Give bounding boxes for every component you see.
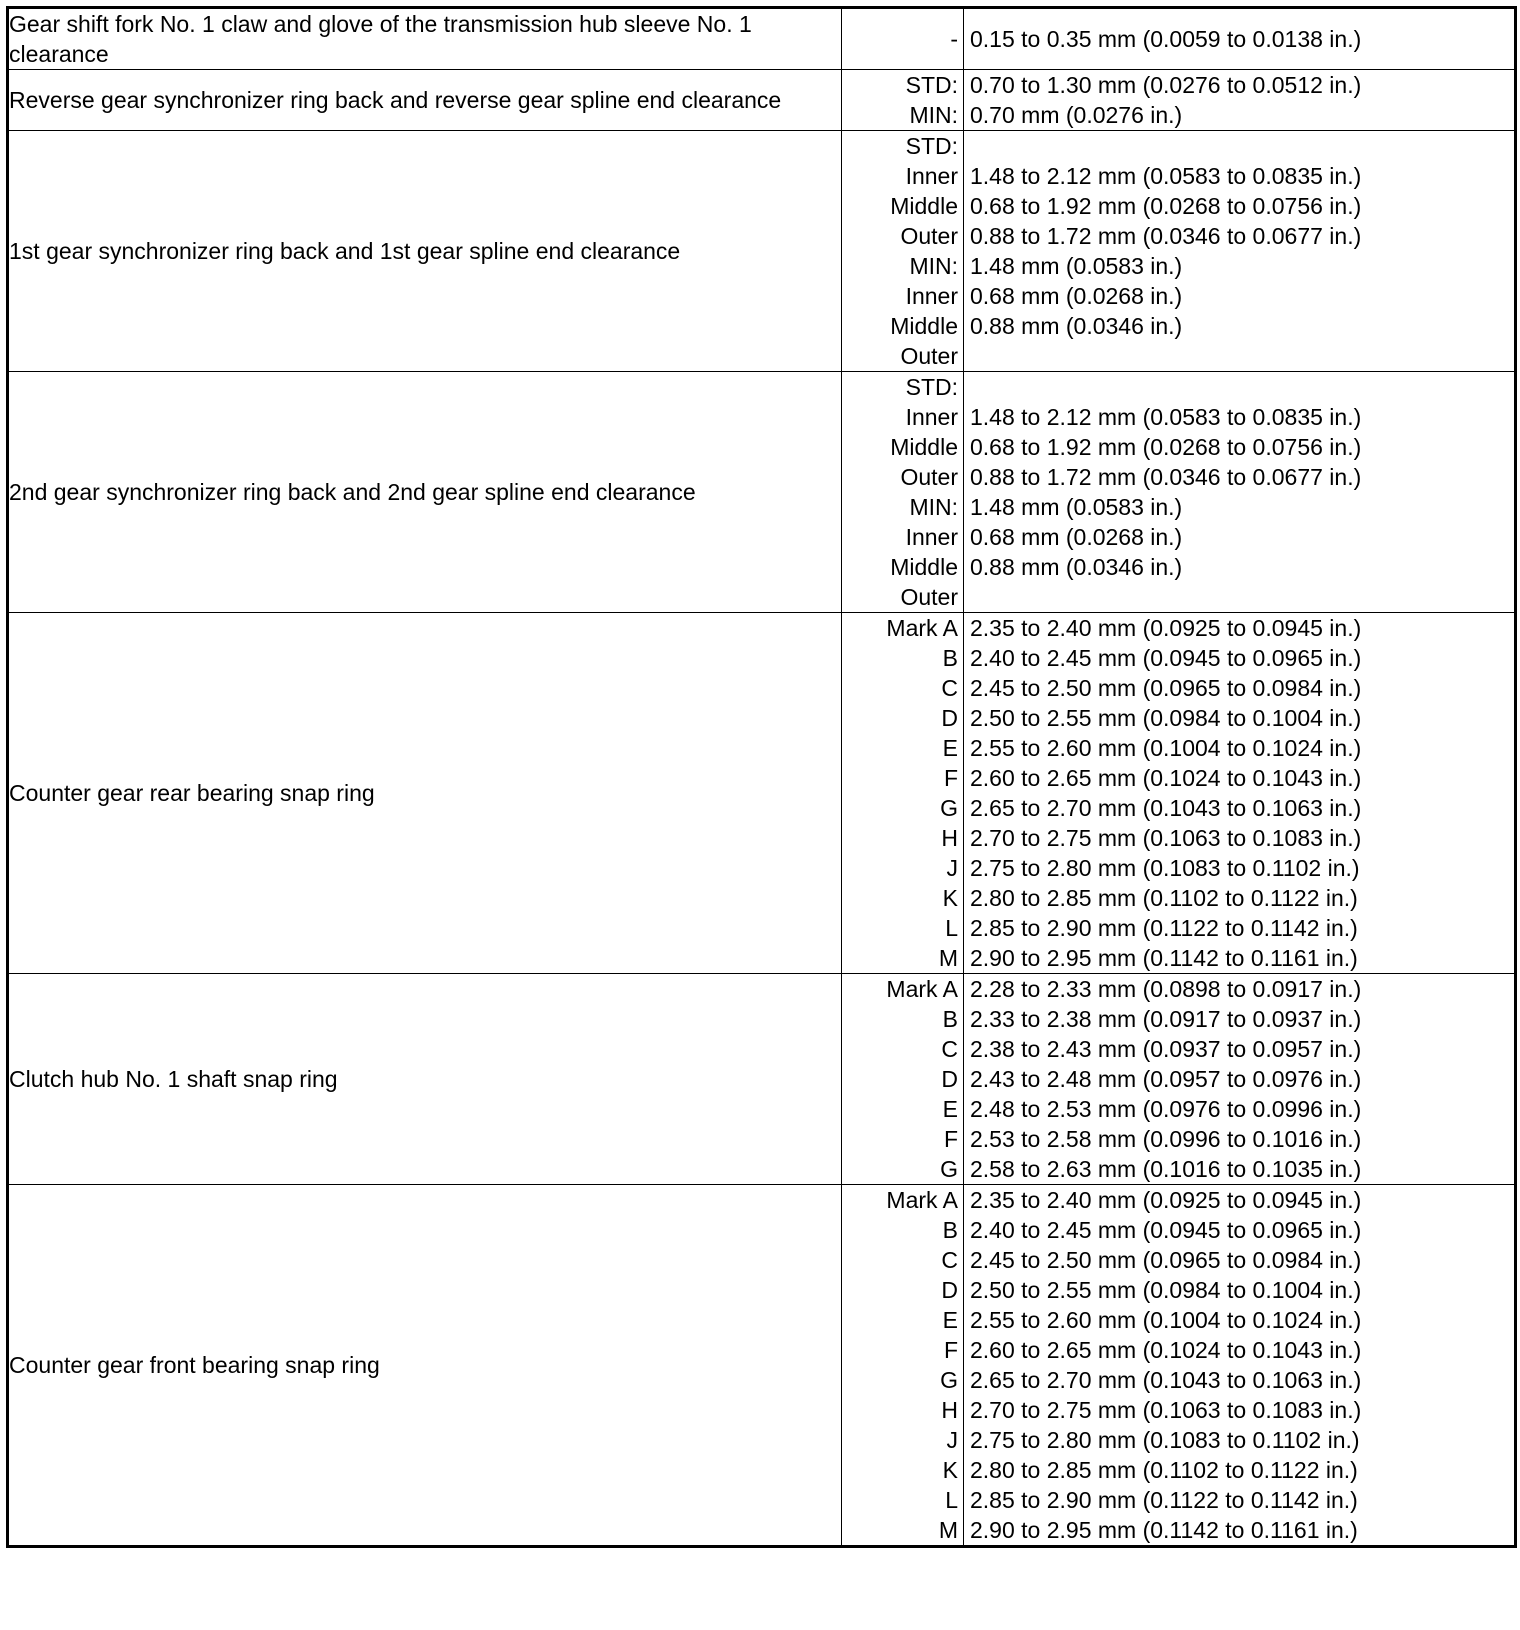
- spec-value: 2.85 to 2.90 mm (0.1122 to 0.1142 in.): [970, 915, 1358, 941]
- spec-value: 2.75 to 2.80 mm (0.1083 to 0.1102 in.): [970, 855, 1360, 881]
- spec-label: Inner: [905, 283, 958, 309]
- spec-value: [964, 341, 1514, 371]
- spec-value: 2.40 to 2.45 mm (0.0945 to 0.0965 in.): [970, 1217, 1362, 1243]
- spec-value: 2.35 to 2.40 mm (0.0925 to 0.0945 in.): [970, 615, 1362, 641]
- spec-value: 0.68 to 1.92 mm (0.0268 to 0.0756 in.): [970, 193, 1362, 219]
- component-description: Counter gear rear bearing snap ring: [8, 613, 842, 974]
- spec-value: 2.90 to 2.95 mm (0.1142 to 0.1161 in.): [970, 945, 1358, 971]
- spec-value: 1.48 mm (0.0583 in.): [970, 494, 1183, 520]
- table-row: [8, 613, 1516, 974]
- component-description: Reverse gear synchronizer ring back and reverse gear spline end clearance: [8, 70, 842, 131]
- spec-value: 0.68 to 1.92 mm (0.0268 to 0.0756 in.): [970, 434, 1362, 460]
- spec-label: Middle: [890, 193, 958, 219]
- spec-label: K: [942, 1457, 958, 1483]
- table-row: [8, 70, 1516, 131]
- spec-labels-cell: [842, 8, 964, 70]
- spec-values-cell: [964, 613, 1516, 974]
- spec-value: 2.60 to 2.65 mm (0.1024 to 0.1043 in.): [970, 1337, 1362, 1363]
- spec-value: [964, 372, 1514, 402]
- spec-label: Inner: [905, 163, 958, 189]
- spec-value: 1.48 to 2.12 mm (0.0583 to 0.0835 in.): [970, 404, 1362, 430]
- spec-label: E: [942, 735, 958, 761]
- spec-value: 2.45 to 2.50 mm (0.0965 to 0.0984 in.): [970, 675, 1362, 701]
- spec-label: -: [950, 26, 958, 52]
- spec-values-cell: [964, 8, 1516, 70]
- table-row: [8, 974, 1516, 1185]
- spec-label: H: [941, 1397, 958, 1423]
- spec-values-cell: [964, 1185, 1516, 1547]
- spec-label: Inner: [905, 404, 958, 430]
- spec-label: F: [943, 1126, 958, 1152]
- spec-label: Mark A: [886, 976, 958, 1002]
- spec-value: [964, 582, 1514, 612]
- spec-label: B: [942, 1006, 958, 1032]
- spec-value: 2.75 to 2.80 mm (0.1083 to 0.1102 in.): [970, 1427, 1360, 1453]
- spec-label: Mark A: [886, 615, 958, 641]
- spec-label: Outer: [900, 584, 958, 610]
- component-description: Counter gear front bearing snap ring: [8, 1185, 842, 1547]
- spec-label: MIN:: [909, 253, 958, 279]
- spec-label: STD:: [905, 133, 958, 159]
- spec-label: Outer: [900, 343, 958, 369]
- spec-label: Middle: [890, 313, 958, 339]
- spec-label: J: [946, 855, 958, 881]
- spec-label: STD:: [905, 72, 958, 98]
- spec-label: C: [941, 675, 958, 701]
- table-row: [8, 8, 1516, 70]
- spec-value: 1.48 to 2.12 mm (0.0583 to 0.0835 in.): [970, 163, 1362, 189]
- spec-label: K: [942, 885, 958, 911]
- spec-label: D: [941, 1066, 958, 1092]
- spec-label: Middle: [890, 554, 958, 580]
- spec-value: 0.88 mm (0.0346 in.): [970, 554, 1183, 580]
- spec-label: C: [941, 1036, 958, 1062]
- spec-value: [964, 131, 1514, 161]
- spec-labels-cell: [842, 1185, 964, 1547]
- spec-value: 2.33 to 2.38 mm (0.0917 to 0.0937 in.): [970, 1006, 1362, 1032]
- spec-value: 2.50 to 2.55 mm (0.0984 to 0.1004 in.): [970, 1277, 1362, 1303]
- spec-label: D: [941, 1277, 958, 1303]
- spec-label: G: [940, 1367, 958, 1393]
- spec-label: Outer: [900, 223, 958, 249]
- specification-table-body: [8, 8, 1516, 1547]
- spec-label: D: [941, 705, 958, 731]
- spec-value: 0.70 mm (0.0276 in.): [970, 102, 1183, 128]
- spec-value: 0.88 to 1.72 mm (0.0346 to 0.0677 in.): [970, 464, 1362, 490]
- component-description: Clutch hub No. 1 shaft snap ring: [8, 974, 842, 1185]
- spec-value: 0.88 to 1.72 mm (0.0346 to 0.0677 in.): [970, 223, 1362, 249]
- spec-labels-cell: [842, 974, 964, 1185]
- table-row: [8, 1185, 1516, 1547]
- spec-label: F: [943, 765, 958, 791]
- spec-value: 2.65 to 2.70 mm (0.1043 to 0.1063 in.): [970, 1367, 1362, 1393]
- spec-value: 0.15 to 0.35 mm (0.0059 to 0.0138 in.): [970, 26, 1362, 52]
- spec-label: M: [938, 945, 958, 971]
- spec-value: 1.48 mm (0.0583 in.): [970, 253, 1183, 279]
- spec-label: Inner: [905, 524, 958, 550]
- spec-value: 2.48 to 2.53 mm (0.0976 to 0.0996 in.): [970, 1096, 1362, 1122]
- spec-values-cell: [964, 70, 1516, 131]
- spec-value: 2.70 to 2.75 mm (0.1063 to 0.1083 in.): [970, 825, 1362, 851]
- spec-value: 2.40 to 2.45 mm (0.0945 to 0.0965 in.): [970, 645, 1362, 671]
- spec-value: 2.50 to 2.55 mm (0.0984 to 0.1004 in.): [970, 705, 1362, 731]
- spec-label: L: [945, 1487, 958, 1513]
- spec-value: 2.80 to 2.85 mm (0.1102 to 0.1122 in.): [970, 1457, 1358, 1483]
- table-row: [8, 131, 1516, 372]
- spec-label: Mark A: [886, 1187, 958, 1213]
- spec-label: J: [946, 1427, 958, 1453]
- spec-label: E: [942, 1096, 958, 1122]
- spec-value: 2.28 to 2.33 mm (0.0898 to 0.0917 in.): [970, 976, 1362, 1002]
- spec-labels-cell: [842, 372, 964, 613]
- spec-value: 2.85 to 2.90 mm (0.1122 to 0.1142 in.): [970, 1487, 1358, 1513]
- specification-table: [6, 6, 1517, 1548]
- spec-values-cell: [964, 372, 1516, 613]
- spec-value: 2.53 to 2.58 mm (0.0996 to 0.1016 in.): [970, 1126, 1362, 1152]
- spec-label: Outer: [900, 464, 958, 490]
- spec-value: 2.55 to 2.60 mm (0.1004 to 0.1024 in.): [970, 1307, 1362, 1333]
- spec-label: E: [942, 1307, 958, 1333]
- spec-labels-cell: [842, 131, 964, 372]
- table-row: [8, 372, 1516, 613]
- spec-value: 2.90 to 2.95 mm (0.1142 to 0.1161 in.): [970, 1517, 1358, 1543]
- spec-labels-cell: [842, 70, 964, 131]
- spec-labels-cell: [842, 613, 964, 974]
- spec-label: B: [942, 1217, 958, 1243]
- component-description: Gear shift fork No. 1 claw and glove of the transmission hub sleeve No. 1 clearance: [8, 8, 842, 70]
- spec-value: 2.70 to 2.75 mm (0.1063 to 0.1083 in.): [970, 1397, 1362, 1423]
- spec-label: H: [941, 825, 958, 851]
- spec-value: 0.88 mm (0.0346 in.): [970, 313, 1183, 339]
- spec-label: MIN:: [909, 494, 958, 520]
- spec-label: C: [941, 1247, 958, 1273]
- spec-value: 0.68 mm (0.0268 in.): [970, 524, 1183, 550]
- spec-value: 0.68 mm (0.0268 in.): [970, 283, 1183, 309]
- spec-value: 2.35 to 2.40 mm (0.0925 to 0.0945 in.): [970, 1187, 1362, 1213]
- spec-label: M: [938, 1517, 958, 1543]
- spec-label: B: [942, 645, 958, 671]
- spec-label: L: [945, 915, 958, 941]
- spec-value: 2.55 to 2.60 mm (0.1004 to 0.1024 in.): [970, 735, 1362, 761]
- spec-value: 2.45 to 2.50 mm (0.0965 to 0.0984 in.): [970, 1247, 1362, 1273]
- spec-label: Middle: [890, 434, 958, 460]
- spec-label: MIN:: [909, 102, 958, 128]
- spec-label: STD:: [905, 374, 958, 400]
- spec-value: 2.60 to 2.65 mm (0.1024 to 0.1043 in.): [970, 765, 1362, 791]
- spec-value: 2.65 to 2.70 mm (0.1043 to 0.1063 in.): [970, 795, 1362, 821]
- spec-value: 2.38 to 2.43 mm (0.0937 to 0.0957 in.): [970, 1036, 1362, 1062]
- component-description: 2nd gear synchronizer ring back and 2nd gear spline end clearance: [8, 372, 842, 613]
- spec-values-cell: [964, 974, 1516, 1185]
- component-description: 1st gear synchronizer ring back and 1st gear spline end clearance: [8, 131, 842, 372]
- spec-label: G: [940, 1156, 958, 1182]
- spec-label: F: [943, 1337, 958, 1363]
- spec-value: 2.80 to 2.85 mm (0.1102 to 0.1122 in.): [970, 885, 1358, 911]
- spec-value: 2.58 to 2.63 mm (0.1016 to 0.1035 in.): [970, 1156, 1362, 1182]
- spec-value: 0.70 to 1.30 mm (0.0276 to 0.0512 in.): [970, 72, 1362, 98]
- spec-values-cell: [964, 131, 1516, 372]
- spec-label: G: [940, 795, 958, 821]
- spec-value: 2.43 to 2.48 mm (0.0957 to 0.0976 in.): [970, 1066, 1362, 1092]
